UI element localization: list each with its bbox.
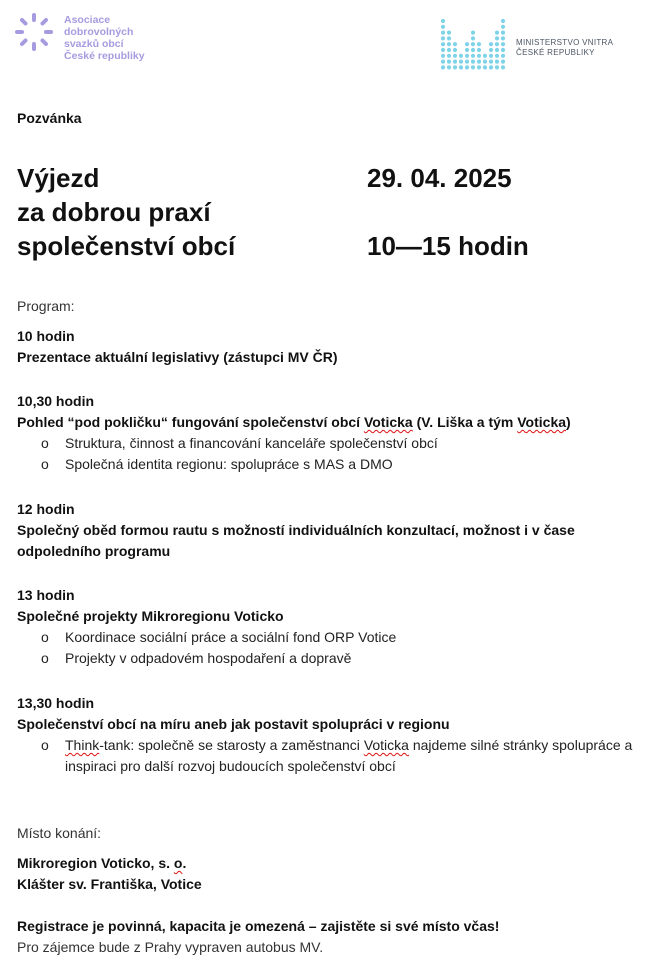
- registration-block: [17, 916, 662, 958]
- mv-logo-dot: [501, 60, 505, 64]
- mv-logo-dot: [495, 42, 499, 46]
- mv-logo-dot: [447, 54, 451, 58]
- mv-logo-dot: [447, 31, 451, 35]
- mv-logo-dot: [471, 65, 475, 69]
- mv-logo-text: [516, 38, 613, 58]
- mv-line: ČESKÉ REPUBLIKY: [516, 48, 595, 57]
- mv-logo-dot: [489, 60, 493, 64]
- mv-logo-dot: [453, 42, 457, 46]
- program-item: [17, 585, 662, 669]
- adsvo-line: svazků obcí: [64, 38, 124, 50]
- title-line: společenství obcí: [17, 231, 236, 261]
- program-time: 12 hodin: [17, 501, 75, 517]
- mv-logo-dot: [477, 54, 481, 58]
- venue-name: [17, 853, 662, 874]
- mv-logo-dot: [501, 65, 505, 69]
- heading-part: ): [566, 414, 571, 430]
- mv-logo-dot: [489, 42, 493, 46]
- mv-logo-dot: [441, 31, 445, 35]
- mv-logo-dot: [447, 42, 451, 46]
- bullet-text: [65, 735, 662, 777]
- mv-logo-dot: [471, 36, 475, 40]
- mv-logo-dot: [453, 54, 457, 58]
- venue-block: [17, 853, 662, 895]
- bullet-text: Společná identita regionu: spolupráce s MAS a DMO: [65, 456, 393, 472]
- mv-logo-dot: [471, 54, 475, 58]
- bullet-item: [17, 433, 662, 454]
- program-time: 13 hodin: [17, 587, 75, 603]
- bullet-item: [17, 627, 662, 648]
- bullet-text: Koordinace sociální práce a sociální fond ORP Votice: [65, 629, 397, 645]
- invitation-label: Pozvánka: [17, 110, 82, 126]
- mv-logo-dot: [441, 42, 445, 46]
- mv-logo-dot: [465, 42, 469, 46]
- mv-logo-dot: [471, 48, 475, 52]
- mv-logo-dot: [477, 60, 481, 64]
- mv-logo-dot: [483, 65, 487, 69]
- spell-flag: o: [173, 855, 183, 871]
- mv-logo-dot: [501, 19, 505, 23]
- mv-logo-dot: [465, 60, 469, 64]
- bullet-text: Struktura, činnost a financování kanceláře společenství obcí: [65, 435, 438, 451]
- mv-logo-dot: [483, 54, 487, 58]
- venue-part: .: [182, 855, 187, 871]
- bullet-part: najdeme silné stránky spolupráce a inspiraci pro další rozvoj budoucích společenství obcí: [65, 737, 633, 774]
- spell-flag: Voticka: [517, 414, 567, 430]
- program-heading: Společný oběd formou rautu s možností individuálních konzultací, možnost i v čase odpoledního programu: [17, 522, 575, 559]
- mv-logo-dot: [501, 54, 505, 58]
- event-hours: 10—15 hodin: [367, 231, 529, 261]
- mv-logo-dot: [477, 42, 481, 46]
- bullet-symbol: o: [41, 650, 49, 666]
- mv-logo-dot: [447, 60, 451, 64]
- mv-logo-dot: [501, 36, 505, 40]
- bullet-symbol: o: [41, 629, 49, 645]
- mv-logo-dot: [495, 65, 499, 69]
- program-time: 13,30 hodin: [17, 695, 95, 711]
- mv-logo-dot: [465, 65, 469, 69]
- event-title: [17, 161, 235, 263]
- mv-logo-dot: [489, 48, 493, 52]
- event-date: 29. 04. 2025: [367, 163, 512, 193]
- mv-logo-dot: [447, 65, 451, 69]
- mv-logo-dot: [495, 36, 499, 40]
- bullet-part: -tank: společně se starosty a zaměstnanci: [99, 737, 364, 753]
- title-line: za dobrou praxí: [17, 197, 211, 227]
- mv-logo-dot: [459, 60, 463, 64]
- mv-logo-dot: [489, 65, 493, 69]
- mv-logo-dot: [477, 48, 481, 52]
- mv-line: MINISTERSTVO VNITRA: [516, 38, 614, 47]
- spell-flag: Voticka: [363, 414, 413, 430]
- program-heading: [17, 412, 662, 433]
- mv-logo-dot: [441, 19, 445, 23]
- mv-logo-dot: [495, 31, 499, 35]
- program-heading: Společné projekty Mikroregionu Voticko: [17, 608, 284, 624]
- bullet-symbol: o: [41, 737, 49, 753]
- program-item: [17, 326, 662, 368]
- mv-logo-dot: [453, 48, 457, 52]
- mv-logo-dot: [441, 65, 445, 69]
- program-item: [17, 391, 662, 475]
- mv-logo-dot: [495, 60, 499, 64]
- mv-logo-dot: [495, 54, 499, 58]
- mv-logo-dot: [447, 36, 451, 40]
- mv-logo-dot: [441, 48, 445, 52]
- mv-logo-dot: [441, 25, 445, 29]
- bullet-item: [17, 454, 662, 475]
- spell-flag: Voticka: [363, 737, 409, 753]
- heading-part: Pohled “pod pokličku“ fungování společenství obcí: [17, 414, 364, 430]
- heading-part: (V. Liška a tým: [412, 414, 518, 430]
- mv-logo-dot: [477, 65, 481, 69]
- bullet-symbol: o: [41, 456, 49, 472]
- mv-logo-icon: [440, 18, 506, 70]
- mv-logo-dot: [441, 36, 445, 40]
- venue-label: Místo konání:: [17, 825, 102, 841]
- bullet-item: [17, 648, 662, 669]
- program-time: 10,30 hodin: [17, 393, 95, 409]
- mv-logo-dot: [441, 54, 445, 58]
- mv-logo-dot: [453, 60, 457, 64]
- venue-address: Klášter sv. Františka, Votice: [17, 876, 202, 892]
- mv-logo-dot: [465, 48, 469, 52]
- registration-note: Registrace je povinná, kapacita je omezená – zajistěte si své místo včas!: [17, 918, 500, 934]
- bus-note: Pro zájemce bude z Prahy vypraven autobus MV.: [17, 939, 324, 955]
- mv-logo-dot: [495, 48, 499, 52]
- adsvo-line: České republiky: [64, 50, 145, 62]
- mv-logo-dot: [489, 54, 493, 58]
- mv-logo-dot: [471, 31, 475, 35]
- program-heading: Společenství obcí na míru aneb jak postavit spolupráci v regionu: [17, 716, 450, 732]
- adsvo-line: dobrovolných: [64, 26, 134, 38]
- adsvo-logo-text: [64, 14, 145, 62]
- bullet-text: Projekty v odpadovém hospodaření a dopravě: [65, 650, 352, 666]
- program-time: 10 hodin: [17, 328, 75, 344]
- bullet-item: [17, 735, 662, 777]
- mv-logo-dot: [471, 60, 475, 64]
- spell-flag: Think: [65, 737, 100, 753]
- mv-logo-dot: [453, 65, 457, 69]
- mv-logo-dot: [501, 42, 505, 46]
- mv-logo-dot: [501, 31, 505, 35]
- venue-part: Mikroregion Voticko, s.: [17, 855, 174, 871]
- mv-logo-dot: [465, 54, 469, 58]
- mv-logo-dot: [471, 42, 475, 46]
- adsvo-line: Asociace: [64, 14, 111, 26]
- mv-logo-dot: [501, 48, 505, 52]
- program-item: [17, 499, 662, 562]
- mv-logo-dot: [441, 60, 445, 64]
- mv-logo-dot: [459, 65, 463, 69]
- mv-logo-dot: [447, 48, 451, 52]
- program-item: [17, 693, 662, 777]
- bullet-symbol: o: [41, 435, 49, 451]
- mv-logo-dot: [483, 60, 487, 64]
- program-heading: Prezentace aktuální legislativy (zástupci MV ČR): [17, 349, 338, 365]
- adsvo-logo-icon: [14, 12, 54, 52]
- title-line: Výjezd: [17, 163, 100, 193]
- mv-logo-dot: [501, 25, 505, 29]
- program-label: Program:: [17, 298, 75, 314]
- mv-logo-dot: [459, 54, 463, 58]
